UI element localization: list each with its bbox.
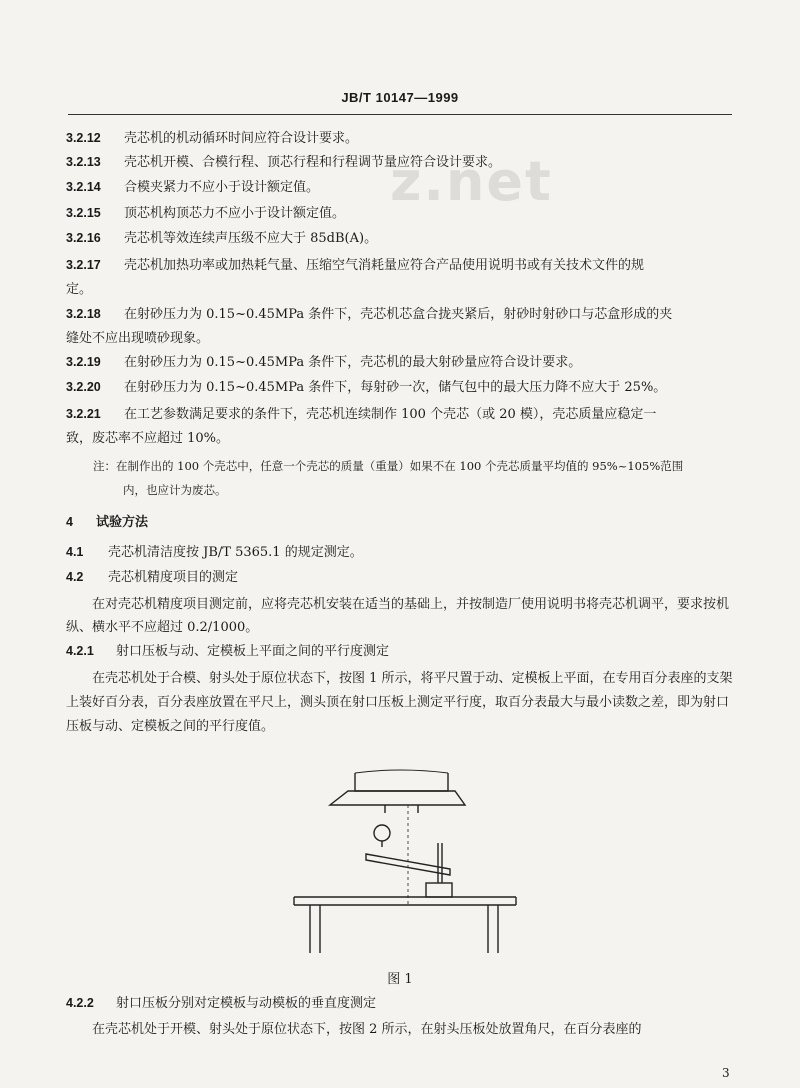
standard-header: JB/T 10147—1999 (341, 90, 459, 105)
dial-indicator (374, 825, 390, 841)
clause-number: 3.2.13 (66, 155, 101, 169)
clause-text: 在射砂压力为 0.15~0.45MPa 条件下，壳芯机的最大射砂量应符合设计要求。 (124, 355, 582, 370)
shoot-head-housing (355, 773, 448, 791)
clause-number: 4.1 (66, 545, 84, 559)
clause-number: 4.2.1 (66, 644, 94, 658)
clause-number: 3.2.17 (66, 258, 101, 272)
section-title: 试验方法 (96, 515, 149, 530)
clause-text: 壳芯机的机动循环时间应符合设计要求。 (124, 131, 359, 146)
clause-3-2-17 (66, 253, 736, 302)
clause-number: 3.2.16 (66, 231, 101, 245)
clause-number: 3.2.19 (66, 355, 101, 369)
note-line-1: 注：在制作出的 100 个壳芯中，任意一个壳芯的质量（重量）如果不在 100 个壳芯质量平均值的 95%~105%范围 (93, 459, 684, 473)
clause-4-2-2-paragraph: 在壳芯机处于开模、射头处于原位状态下，按图 2 所示，在射头压板处放置角尺，在百分表座的 (92, 1022, 642, 1037)
clause-3-2-14 (66, 177, 736, 198)
clause-4-2 (66, 567, 736, 588)
clause-text: 射口压板与动、定模板上平面之间的平行度测定 (116, 644, 390, 659)
clause-3-2-15 (66, 203, 736, 224)
clause-number: 3.2.12 (66, 131, 101, 145)
clause-3-2-19 (66, 352, 736, 373)
clause-4-2-1-paragraph: 在壳芯机处于合模、射头处于原位状态下，按图 1 所示，将平尺置于动、定模板上平面，在专用百分表座的支架上装好百分表，百分表座放置在平尺上，测头顶在射口压板上测定平行度，取百分表最大与最小读数之差，即为射口压板与动、定模板之间的平行度值。 (66, 671, 733, 734)
indicator-post (438, 843, 442, 883)
clause-number: 3.2.20 (66, 380, 101, 394)
clause-text: 合模夹紧力不应小于设计额定值。 (124, 180, 320, 195)
clause-text: 射口压板分别对定模板与动模板的垂直度测定 (116, 996, 377, 1011)
figure-1-caption: 图 1 (387, 972, 413, 987)
clause-3-2-18 (66, 302, 736, 351)
shoot-plate (330, 791, 465, 805)
page-number: 3 (722, 1066, 730, 1080)
clause-number: 4.2.2 (66, 996, 94, 1010)
table-leg-left (310, 905, 320, 953)
clause-text: 在射砂压力为 0.15~0.45MPa 条件下，每射砂一次，储气包中的最大压力降不应大于 25%。 (124, 380, 667, 395)
clause-4-2-paragraph: 在对壳芯机精度项目测定前，应将壳芯机安装在适当的基础上，并按制造厂使用说明书将壳芯机调平，要求按机纵、横水平不应超过 0.2/1000。 (66, 597, 730, 635)
straightedge (294, 897, 516, 905)
clause-3-2-12 (66, 128, 736, 149)
note (93, 454, 733, 502)
clause-4-1 (66, 542, 736, 563)
clause-continuation: 缝处不应出现喷砂现象。 (66, 331, 210, 346)
indicator-base (426, 883, 452, 897)
clause-number: 3.2.18 (66, 307, 101, 321)
clause-text: 壳芯机等效连续声压级不应大于 85dB(A)。 (124, 231, 378, 246)
note-line-2: 内，也应计为废芯。 (123, 483, 227, 497)
clause-number: 3.2.15 (66, 206, 101, 220)
clause-3-2-21 (66, 402, 736, 451)
clause-text: 顶芯机构顶芯力不应小于设计额定值。 (124, 206, 346, 221)
clause-number: 4.2 (66, 570, 84, 584)
clause-4-2-1 (66, 641, 736, 662)
clause-text: 壳芯机加热功率或加热耗气量、压缩空气消耗量应符合产品使用说明书或有关技术文件的规 (124, 258, 645, 273)
header-rule (68, 114, 732, 115)
clause-3-2-20 (66, 377, 736, 398)
clause-3-2-13 (66, 152, 736, 173)
clause-number: 3.2.14 (66, 180, 101, 194)
clause-text: 壳芯机精度项目的测定 (108, 570, 239, 585)
clause-text: 壳芯机开模、合模行程、顶芯行程和行程调节量应符合设计要求。 (124, 155, 502, 170)
section-4-heading (66, 511, 148, 530)
clause-text: 在射砂压力为 0.15~0.45MPa 条件下，壳芯机芯盒合拢夹紧后，射砂时射砂口与芯盒形成的夹 (124, 307, 673, 322)
clause-text: 壳芯机清洁度按 JB/T 5365.1 的规定测定。 (108, 545, 363, 560)
clause-3-2-16 (66, 228, 736, 249)
watermark: z.net (390, 150, 553, 213)
clause-4-2-2 (66, 993, 736, 1014)
clause-continuation: 致，废芯率不应超过 10%。 (66, 431, 230, 446)
clause-number: 3.2.21 (66, 407, 101, 421)
clause-text: 在工艺参数满足要求的条件下，壳芯机连续制作 100 个壳芯（或 20 模），壳芯质量应稳定一 (124, 407, 657, 422)
figure-1-drawing (290, 765, 520, 960)
clause-continuation: 定。 (66, 282, 93, 297)
table-leg-right (488, 905, 498, 953)
section-number: 4 (66, 515, 73, 529)
